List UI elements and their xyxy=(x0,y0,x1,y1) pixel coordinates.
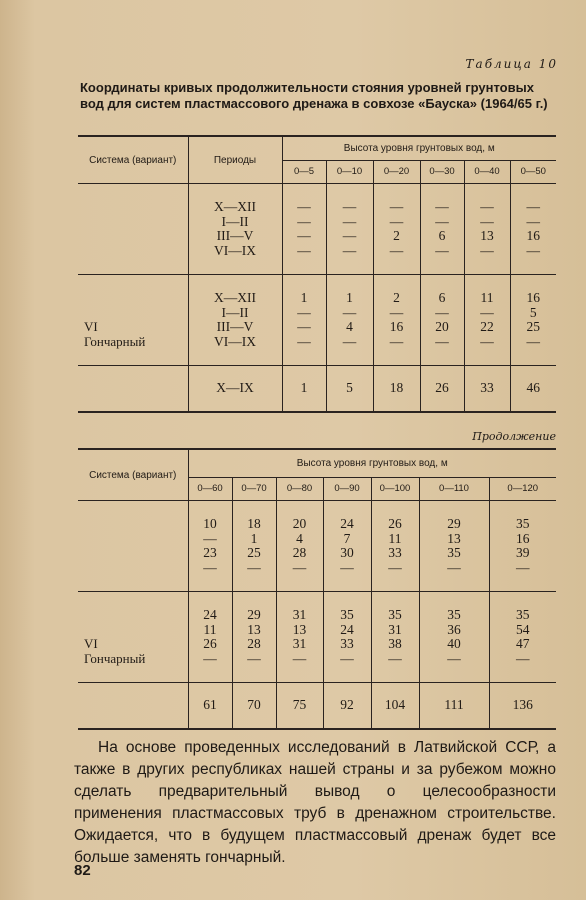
periods-cell xyxy=(188,184,282,275)
value-cell xyxy=(373,275,420,366)
page-number: 82 xyxy=(74,862,91,879)
value: — xyxy=(526,242,540,258)
value: 54 xyxy=(516,621,530,637)
value: 23 xyxy=(203,545,217,560)
value: 24 xyxy=(340,621,354,637)
value: — xyxy=(297,242,311,258)
value: 104 xyxy=(384,697,406,713)
value-cell xyxy=(464,275,510,366)
value: 18 xyxy=(247,516,261,531)
value: — xyxy=(203,530,217,546)
table-row-group xyxy=(78,184,556,275)
value: 26 xyxy=(388,516,402,531)
value-cell xyxy=(420,275,464,366)
value: 33 xyxy=(388,545,402,560)
value: 35 xyxy=(340,607,354,622)
value: 28 xyxy=(247,636,261,651)
value: — xyxy=(292,559,307,575)
value: 5 xyxy=(346,380,353,396)
value: 35 xyxy=(447,607,461,622)
value: — xyxy=(342,333,357,349)
value: — xyxy=(447,650,461,666)
value: 70 xyxy=(247,697,261,713)
system-label: VI xyxy=(84,636,98,651)
value: 75 xyxy=(292,697,307,713)
period-label: III—V xyxy=(216,319,254,334)
system-label: Гончарный xyxy=(84,333,146,349)
value: — xyxy=(297,319,311,334)
table-caption: Координаты кривых продолжительности стояния уровней грунтовых вод для систем пластмассового дренажа в совхозе «Бауска» (1964/65 г.) xyxy=(80,80,548,111)
value: 1 xyxy=(300,380,308,396)
value: — xyxy=(342,199,357,214)
value: — xyxy=(342,304,357,320)
value-cell xyxy=(276,592,323,683)
value: 13 xyxy=(247,621,261,637)
value-cell xyxy=(510,366,556,413)
table-row-group xyxy=(78,275,556,366)
table2-range-header: 0—100 xyxy=(371,477,419,500)
value: 46 xyxy=(526,380,540,396)
table-part-2 xyxy=(78,448,556,730)
value: 29 xyxy=(447,516,461,531)
value: 24 xyxy=(203,607,217,622)
period-label: X—IX xyxy=(216,380,254,396)
value: 1 xyxy=(300,290,308,305)
value: 30 xyxy=(340,545,354,560)
value-cell xyxy=(282,366,326,413)
value: — xyxy=(435,242,449,258)
value: 11 xyxy=(203,621,217,637)
value: 11 xyxy=(480,290,494,305)
value-cell xyxy=(326,275,373,366)
value-cell xyxy=(326,366,373,413)
value: 10 xyxy=(203,516,217,531)
value: 20 xyxy=(292,516,307,531)
system-label: Гончарный xyxy=(84,650,146,666)
value-cell xyxy=(282,275,326,366)
value-cell xyxy=(464,366,510,413)
period-label: I—II xyxy=(221,304,249,320)
value: 31 xyxy=(292,607,307,622)
value-cell xyxy=(371,683,419,730)
value: 40 xyxy=(447,636,461,651)
system-cell xyxy=(78,592,188,683)
value: — xyxy=(297,213,311,229)
value: — xyxy=(389,199,404,214)
value: — xyxy=(340,650,354,666)
system-label xyxy=(84,215,188,230)
value: 13 xyxy=(292,621,307,637)
header-height: Высота уровня грунтовых вод, м xyxy=(282,136,556,160)
system-label xyxy=(84,229,188,244)
value: — xyxy=(247,559,261,575)
header-system: Система (вариант) xyxy=(78,136,188,184)
value: — xyxy=(297,228,311,243)
header-system-2: Система (вариант) xyxy=(78,449,188,501)
value-cell xyxy=(232,501,276,592)
header-periods: Периоды xyxy=(188,136,282,184)
table1-range-header: 0—50 xyxy=(510,160,556,184)
table1-range-header: 0—40 xyxy=(464,160,510,184)
value: 31 xyxy=(292,636,307,651)
periods-cell xyxy=(188,366,282,413)
value: — xyxy=(516,559,530,575)
value: — xyxy=(203,559,217,575)
value-cell xyxy=(371,592,419,683)
value: — xyxy=(480,304,494,320)
table-part-1 xyxy=(78,135,556,413)
value: 36 xyxy=(447,621,461,637)
value: 35 xyxy=(516,516,530,531)
value: — xyxy=(480,213,494,229)
system-label xyxy=(84,291,188,306)
value-cell xyxy=(188,683,232,730)
value: 2 xyxy=(393,228,400,243)
value-cell xyxy=(419,592,489,683)
value: 13 xyxy=(480,228,494,243)
value: 29 xyxy=(247,607,261,622)
system-label xyxy=(84,517,188,532)
table2-range-header: 0—80 xyxy=(276,477,323,500)
value: 16 xyxy=(389,319,404,334)
value: 11 xyxy=(388,530,402,546)
system-label xyxy=(84,623,188,638)
value: 16 xyxy=(526,290,540,305)
value: — xyxy=(203,650,217,666)
value: — xyxy=(480,199,494,214)
table-row-group xyxy=(78,683,556,730)
value: — xyxy=(480,242,494,258)
system-cell xyxy=(78,275,188,366)
system-label xyxy=(84,546,188,561)
value-cell xyxy=(276,683,323,730)
value-cell xyxy=(419,683,489,730)
value: — xyxy=(389,333,404,349)
system-label xyxy=(84,244,188,259)
value-cell xyxy=(371,501,419,592)
periods-cell xyxy=(188,275,282,366)
value: 25 xyxy=(526,319,540,334)
period-label: VI—IX xyxy=(214,242,256,258)
value: 26 xyxy=(203,636,217,651)
value: — xyxy=(526,213,540,229)
value: 35 xyxy=(447,545,461,560)
value-cell xyxy=(419,501,489,592)
value: — xyxy=(342,213,357,229)
value: — xyxy=(435,304,449,320)
value: 5 xyxy=(529,304,537,320)
value: 35 xyxy=(388,607,402,622)
value: — xyxy=(388,650,402,666)
value: 25 xyxy=(247,545,261,560)
value: — xyxy=(435,333,449,349)
value: 1 xyxy=(250,530,258,546)
table-row-group xyxy=(78,592,556,683)
value-cell xyxy=(489,501,556,592)
system-cell xyxy=(78,366,188,413)
value-cell xyxy=(420,366,464,413)
value: 20 xyxy=(435,319,449,334)
value: — xyxy=(389,242,404,258)
value: 16 xyxy=(516,530,530,546)
value: — xyxy=(389,304,404,320)
value: — xyxy=(480,333,494,349)
value-cell xyxy=(489,592,556,683)
table1-range-header: 0—5 xyxy=(282,160,326,184)
table1-range-header: 0—20 xyxy=(373,160,420,184)
conclusion-paragraph: На основе проведенных исследований в Латвийской ССР, а также в других республиках нашей страны и за рубежом можно сделать предварительный вывод о целесообразности применения пластмассовых труб в дренажном строительстве. Ожидается, что в будущем пластмассовый дренаж будет все больше заменять гончарный. xyxy=(74,739,556,866)
system-cell xyxy=(78,501,188,592)
value: 1 xyxy=(346,290,353,305)
table-number: Таблица 10 xyxy=(465,57,558,71)
table-row-group xyxy=(78,501,556,592)
continued-label: Продолжение xyxy=(472,430,556,443)
value-cell xyxy=(323,683,371,730)
value-cell xyxy=(188,501,232,592)
table1-range-header: 0—10 xyxy=(326,160,373,184)
value: 4 xyxy=(296,530,303,546)
value-cell xyxy=(326,184,373,275)
value: — xyxy=(526,199,540,214)
system-label: VI xyxy=(84,319,98,334)
value: — xyxy=(435,213,449,229)
value: 39 xyxy=(516,545,530,560)
value: 16 xyxy=(526,228,540,243)
table2-range-header: 0—120 xyxy=(489,477,556,500)
system-label xyxy=(84,532,188,547)
value: 136 xyxy=(512,697,533,713)
value-cell xyxy=(510,184,556,275)
value: — xyxy=(297,333,311,349)
value: 18 xyxy=(389,380,404,396)
value: — xyxy=(526,333,540,349)
table2-range-header: 0—90 xyxy=(323,477,371,500)
value: 111 xyxy=(444,697,464,713)
value-cell xyxy=(323,592,371,683)
value: 24 xyxy=(340,516,354,531)
table2-range-header: 0—110 xyxy=(419,477,489,500)
value: — xyxy=(297,304,311,320)
value-cell xyxy=(510,275,556,366)
value: — xyxy=(389,213,404,229)
value-cell xyxy=(373,184,420,275)
value: 31 xyxy=(388,621,402,637)
value: 2 xyxy=(393,290,400,305)
value-cell xyxy=(188,592,232,683)
system-label xyxy=(84,381,188,396)
value: 38 xyxy=(388,636,402,651)
value: 61 xyxy=(203,697,217,713)
value-cell xyxy=(232,683,276,730)
value: — xyxy=(342,242,357,258)
table1-range-header: 0—30 xyxy=(420,160,464,184)
value: — xyxy=(435,199,449,214)
value: 28 xyxy=(292,545,307,560)
period-label: X—XII xyxy=(214,199,256,214)
value: — xyxy=(297,199,311,214)
value-cell xyxy=(323,501,371,592)
header-height-2: Высота уровня грунтовых вод, м xyxy=(188,449,556,477)
system-cell xyxy=(78,683,188,730)
value: 33 xyxy=(480,380,494,396)
period-label: X—XII xyxy=(214,290,256,305)
value: 47 xyxy=(516,636,530,651)
value-cell xyxy=(282,184,326,275)
value: — xyxy=(516,650,530,666)
value-cell xyxy=(489,683,556,730)
value: — xyxy=(388,559,402,575)
value: — xyxy=(340,559,354,575)
value-cell xyxy=(464,184,510,275)
value: 22 xyxy=(480,319,494,334)
value: — xyxy=(247,650,261,666)
period-label: VI—IX xyxy=(214,333,256,349)
value-cell xyxy=(420,184,464,275)
table2-range-header: 0—60 xyxy=(188,477,232,500)
value: — xyxy=(292,650,307,666)
system-label xyxy=(84,200,188,215)
value: 6 xyxy=(438,290,446,305)
table-row-group xyxy=(78,366,556,413)
value: 33 xyxy=(340,636,354,651)
value: 7 xyxy=(343,530,351,546)
system-cell xyxy=(78,184,188,275)
value: 13 xyxy=(447,530,461,546)
table2-range-header: 0—70 xyxy=(232,477,276,500)
value: 4 xyxy=(346,319,353,334)
system-label xyxy=(84,698,188,713)
value: 92 xyxy=(340,697,354,713)
value-cell xyxy=(232,592,276,683)
value: 35 xyxy=(516,607,530,622)
value: — xyxy=(447,559,461,575)
period-label: III—V xyxy=(216,228,254,243)
value-cell xyxy=(276,501,323,592)
value: 26 xyxy=(435,380,449,396)
system-label xyxy=(84,306,188,321)
value-cell xyxy=(373,366,420,413)
value: — xyxy=(342,228,357,243)
value: 6 xyxy=(438,228,446,243)
system-label xyxy=(84,561,188,576)
system-label xyxy=(84,608,188,623)
period-label: I—II xyxy=(221,213,249,229)
